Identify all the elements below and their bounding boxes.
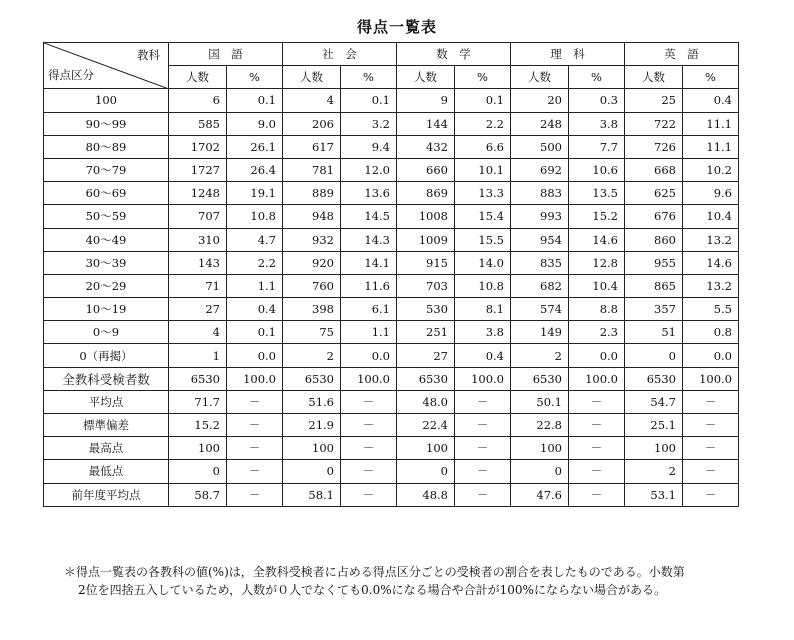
count-cell: 75 [283, 321, 341, 344]
percent-cell: 0.0 [227, 344, 283, 367]
count-cell: 585 [169, 112, 227, 135]
percent-cell: － [569, 483, 625, 506]
percent-cell: 8.8 [569, 298, 625, 321]
count-cell: 51.6 [283, 390, 341, 413]
percent-cell: 13.3 [455, 182, 511, 205]
count-cell: 22.8 [511, 414, 569, 437]
percent-cell: － [227, 437, 283, 460]
table-row [44, 460, 739, 483]
percent-cell: － [683, 483, 739, 506]
percent-cell: － [683, 414, 739, 437]
percent-cell: 100.0 [683, 367, 739, 390]
percent-cell: 13.2 [683, 228, 739, 251]
count-cell: 948 [283, 205, 341, 228]
count-cell: 6530 [397, 367, 455, 390]
percent-cell: 1.1 [227, 274, 283, 297]
percent-cell: 13.2 [683, 274, 739, 297]
percent-cell: 100.0 [569, 367, 625, 390]
percent-cell: － [227, 460, 283, 483]
count-cell: 692 [511, 158, 569, 181]
percent-cell: － [569, 460, 625, 483]
percent-cell: 5.5 [683, 298, 739, 321]
count-cell: 883 [511, 182, 569, 205]
col-pct-header: % [227, 66, 283, 89]
percent-cell: 3.8 [569, 112, 625, 135]
count-cell: 100 [283, 437, 341, 460]
corner-range-label: 得点区分 [48, 68, 94, 83]
row-label: 0～9 [44, 321, 169, 344]
count-cell: 1008 [397, 205, 455, 228]
count-cell: 722 [625, 112, 683, 135]
percent-cell: 0.0 [683, 344, 739, 367]
count-cell: 0 [511, 460, 569, 483]
count-cell: 869 [397, 182, 455, 205]
table-row [44, 112, 739, 135]
subject-header-english: 英 語 [625, 43, 739, 66]
table-row [44, 414, 739, 437]
count-cell: 432 [397, 135, 455, 158]
percent-cell: 14.6 [569, 228, 625, 251]
count-cell: 25.1 [625, 414, 683, 437]
count-cell: 660 [397, 158, 455, 181]
percent-cell: 11.1 [683, 135, 739, 158]
table-title: 得点一覧表 [356, 18, 437, 36]
row-label: 40～49 [44, 228, 169, 251]
count-cell: 1 [169, 344, 227, 367]
count-cell: 915 [397, 251, 455, 274]
count-cell: 100 [169, 437, 227, 460]
percent-cell: 0.1 [227, 321, 283, 344]
row-label: 90～99 [44, 112, 169, 135]
table-row [44, 483, 739, 506]
count-cell: 22.4 [397, 414, 455, 437]
col-count-header: 人数 [625, 66, 683, 89]
percent-cell: 0.8 [683, 321, 739, 344]
table-row [44, 367, 739, 390]
col-count-header: 人数 [397, 66, 455, 89]
row-label: 全教科受検者数 [44, 367, 169, 390]
count-cell: 6530 [625, 367, 683, 390]
percent-cell: 0.1 [227, 89, 283, 112]
percent-cell: 4.7 [227, 228, 283, 251]
count-cell: 707 [169, 205, 227, 228]
footnote-line-2: 2位を四捨五入しているため，人数が０人でなくても0.0%になる場合や合計が100%にならない場合がある。 [78, 583, 666, 597]
count-cell: 100 [625, 437, 683, 460]
count-cell: 206 [283, 112, 341, 135]
count-cell: 143 [169, 251, 227, 274]
percent-cell: 7.7 [569, 135, 625, 158]
col-count-header: 人数 [511, 66, 569, 89]
percent-cell: 0.0 [341, 344, 397, 367]
count-cell: 248 [511, 112, 569, 135]
table-row [44, 274, 739, 297]
percent-cell: － [455, 414, 511, 437]
count-cell: 0 [625, 344, 683, 367]
table-row [44, 205, 739, 228]
count-cell: 2 [283, 344, 341, 367]
percent-cell: － [455, 437, 511, 460]
count-cell: 58.7 [169, 483, 227, 506]
table-row [44, 321, 739, 344]
score-table [43, 42, 739, 507]
row-label: 50～59 [44, 205, 169, 228]
table-row [44, 390, 739, 413]
subject-header-social: 社 会 [283, 43, 397, 66]
count-cell: 726 [625, 135, 683, 158]
count-cell: 21.9 [283, 414, 341, 437]
percent-cell: 0.4 [227, 298, 283, 321]
percent-cell: 10.8 [455, 274, 511, 297]
percent-cell: 6.1 [341, 298, 397, 321]
count-cell: 993 [511, 205, 569, 228]
table-row [44, 251, 739, 274]
table-row [44, 437, 739, 460]
count-cell: 20 [511, 89, 569, 112]
count-cell: 47.6 [511, 483, 569, 506]
count-cell: 25 [625, 89, 683, 112]
percent-cell: － [683, 437, 739, 460]
count-cell: 860 [625, 228, 683, 251]
percent-cell: 6.6 [455, 135, 511, 158]
count-cell: 6530 [169, 367, 227, 390]
count-cell: 27 [397, 344, 455, 367]
count-cell: 6 [169, 89, 227, 112]
count-cell: 2 [511, 344, 569, 367]
count-cell: 0 [397, 460, 455, 483]
count-cell: 954 [511, 228, 569, 251]
count-cell: 676 [625, 205, 683, 228]
row-label: 平均点 [44, 390, 169, 413]
percent-cell: 0.4 [683, 89, 739, 112]
percent-cell: 11.1 [683, 112, 739, 135]
count-cell: 0 [283, 460, 341, 483]
percent-cell: 100.0 [227, 367, 283, 390]
count-cell: 144 [397, 112, 455, 135]
count-cell: 71 [169, 274, 227, 297]
percent-cell: 13.6 [341, 182, 397, 205]
count-cell: 27 [169, 298, 227, 321]
count-cell: 500 [511, 135, 569, 158]
count-cell: 835 [511, 251, 569, 274]
corner-subject-label: 教科 [137, 48, 160, 62]
count-cell: 932 [283, 228, 341, 251]
percent-cell: － [455, 483, 511, 506]
percent-cell: 11.6 [341, 274, 397, 297]
percent-cell: 12.0 [341, 158, 397, 181]
percent-cell: － [455, 460, 511, 483]
count-cell: 53.1 [625, 483, 683, 506]
percent-cell: － [227, 390, 283, 413]
count-cell: 1702 [169, 135, 227, 158]
percent-cell: 15.5 [455, 228, 511, 251]
row-label: 標準偏差 [44, 414, 169, 437]
count-cell: 530 [397, 298, 455, 321]
count-cell: 9 [397, 89, 455, 112]
count-cell: 781 [283, 158, 341, 181]
count-cell: 100 [511, 437, 569, 460]
header-corner-cell [44, 43, 169, 89]
count-cell: 100 [397, 437, 455, 460]
count-cell: 625 [625, 182, 683, 205]
percent-cell: － [569, 437, 625, 460]
col-pct-header: % [683, 66, 739, 89]
col-pct-header: % [569, 66, 625, 89]
percent-cell: 0.1 [341, 89, 397, 112]
percent-cell: 10.1 [455, 158, 511, 181]
count-cell: 6530 [283, 367, 341, 390]
percent-cell: 10.4 [569, 274, 625, 297]
table-row [44, 344, 739, 367]
percent-cell: － [341, 460, 397, 483]
col-count-header: 人数 [169, 66, 227, 89]
footnote [64, 563, 754, 599]
percent-cell: 100.0 [455, 367, 511, 390]
percent-cell: 2.2 [455, 112, 511, 135]
count-cell: 668 [625, 158, 683, 181]
count-cell: 574 [511, 298, 569, 321]
subject-header-math: 数 学 [397, 43, 511, 66]
col-pct-header: % [455, 66, 511, 89]
count-cell: 4 [169, 321, 227, 344]
percent-cell: － [341, 437, 397, 460]
count-cell: 1248 [169, 182, 227, 205]
percent-cell: 0.0 [569, 344, 625, 367]
percent-cell: 9.6 [683, 182, 739, 205]
percent-cell: 14.5 [341, 205, 397, 228]
percent-cell: 14.3 [341, 228, 397, 251]
percent-cell: 10.6 [569, 158, 625, 181]
percent-cell: 0.1 [455, 89, 511, 112]
count-cell: 48.0 [397, 390, 455, 413]
subject-header-science: 理 科 [511, 43, 625, 66]
count-cell: 920 [283, 251, 341, 274]
percent-cell: － [341, 390, 397, 413]
percent-cell: － [227, 414, 283, 437]
percent-cell: 14.1 [341, 251, 397, 274]
percent-cell: 8.1 [455, 298, 511, 321]
table-row [44, 298, 739, 321]
count-cell: 889 [283, 182, 341, 205]
count-cell: 865 [625, 274, 683, 297]
percent-cell: 14.6 [683, 251, 739, 274]
count-cell: 310 [169, 228, 227, 251]
row-label: 最高点 [44, 437, 169, 460]
count-cell: 398 [283, 298, 341, 321]
count-cell: 1009 [397, 228, 455, 251]
footnote-line-1: ＊得点一覧表の各教科の値(%)は，全教科受検者に占める得点区分ごとの受検者の割合を表したものである。小数第 [64, 565, 685, 579]
percent-cell: － [569, 414, 625, 437]
table-row [44, 135, 739, 158]
col-count-header: 人数 [283, 66, 341, 89]
percent-cell: 100.0 [341, 367, 397, 390]
percent-cell: 10.2 [683, 158, 739, 181]
count-cell: 48.8 [397, 483, 455, 506]
count-cell: 357 [625, 298, 683, 321]
percent-cell: － [227, 483, 283, 506]
percent-cell: 26.4 [227, 158, 283, 181]
row-label: 最低点 [44, 460, 169, 483]
percent-cell: 3.2 [341, 112, 397, 135]
count-cell: 4 [283, 89, 341, 112]
percent-cell: 13.5 [569, 182, 625, 205]
table-row [44, 158, 739, 181]
percent-cell: 1.1 [341, 321, 397, 344]
row-label: 100 [44, 89, 169, 112]
count-cell: 2 [625, 460, 683, 483]
count-cell: 251 [397, 321, 455, 344]
percent-cell: 12.8 [569, 251, 625, 274]
percent-cell: 9.0 [227, 112, 283, 135]
percent-cell: － [683, 460, 739, 483]
percent-cell: － [683, 390, 739, 413]
count-cell: 682 [511, 274, 569, 297]
count-cell: 955 [625, 251, 683, 274]
percent-cell: 15.4 [455, 205, 511, 228]
row-label: 30～39 [44, 251, 169, 274]
percent-cell: 2.3 [569, 321, 625, 344]
count-cell: 760 [283, 274, 341, 297]
percent-cell: 3.8 [455, 321, 511, 344]
subject-header-japanese: 国 語 [169, 43, 283, 66]
percent-cell: － [569, 390, 625, 413]
percent-cell: － [341, 414, 397, 437]
count-cell: 149 [511, 321, 569, 344]
percent-cell: － [341, 483, 397, 506]
percent-cell: 2.2 [227, 251, 283, 274]
row-label: 前年度平均点 [44, 483, 169, 506]
count-cell: 50.1 [511, 390, 569, 413]
row-label: 10～19 [44, 298, 169, 321]
count-cell: 15.2 [169, 414, 227, 437]
count-cell: 51 [625, 321, 683, 344]
row-label: 20～29 [44, 274, 169, 297]
percent-cell: 0.4 [455, 344, 511, 367]
row-label: 60～69 [44, 182, 169, 205]
percent-cell: 26.1 [227, 135, 283, 158]
count-cell: 6530 [511, 367, 569, 390]
percent-cell: 19.1 [227, 182, 283, 205]
percent-cell: 14.0 [455, 251, 511, 274]
count-cell: 54.7 [625, 390, 683, 413]
col-pct-header: % [341, 66, 397, 89]
count-cell: 71.7 [169, 390, 227, 413]
percent-cell: － [455, 390, 511, 413]
percent-cell: 0.3 [569, 89, 625, 112]
count-cell: 58.1 [283, 483, 341, 506]
row-label: 0（再掲） [44, 344, 169, 367]
count-cell: 0 [169, 460, 227, 483]
row-label: 70～79 [44, 158, 169, 181]
row-label: 80～89 [44, 135, 169, 158]
table-row [44, 228, 739, 251]
count-cell: 617 [283, 135, 341, 158]
percent-cell: 10.8 [227, 205, 283, 228]
percent-cell: 9.4 [341, 135, 397, 158]
percent-cell: 10.4 [683, 205, 739, 228]
percent-cell: 15.2 [569, 205, 625, 228]
count-cell: 703 [397, 274, 455, 297]
count-cell: 1727 [169, 158, 227, 181]
table-row [44, 182, 739, 205]
